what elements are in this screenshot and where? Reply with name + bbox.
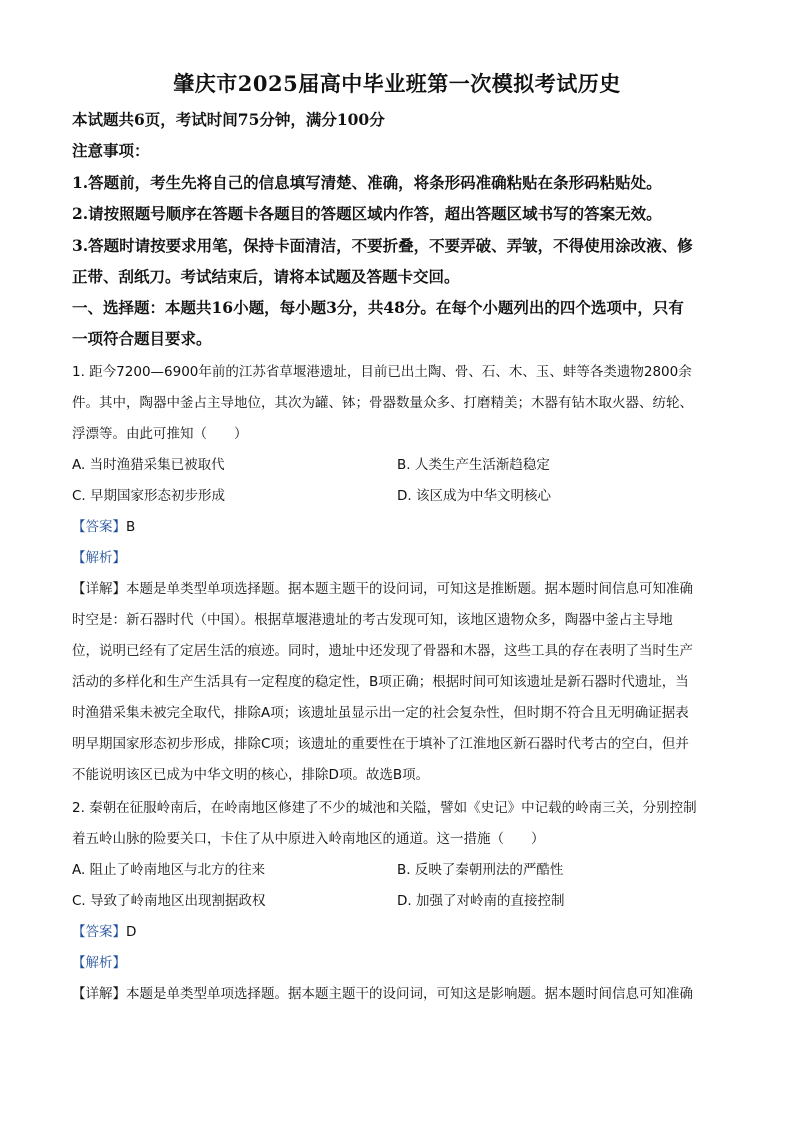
q1-option-d: D. 该区成为中华文明核心 bbox=[397, 488, 551, 504]
q1-detail-line: 不能说明该区已成为中华文明的核心，排除D项。故选B项。 bbox=[72, 767, 430, 783]
q2-stem-line: 2. 秦朝在征服岭南后，在岭南地区修建了不少的城池和关隘，譬如《史记》中记载的岭南三关，分别控制 bbox=[72, 800, 697, 816]
q1-option-b: B. 人类生产生活渐趋稳定 bbox=[397, 457, 550, 473]
q1-detail-line: 活动的多样化和生产生活具有一定程度的稳定性，B项正确；根据时间可知该遗址是新石器时代遗址，当 bbox=[72, 674, 689, 690]
q2-detail-line: 【详解】本题是单类型单项选择题。据本题主题干的设问词，可知这是影响题。据本题时间信息可知准确 bbox=[72, 986, 693, 1002]
q2-stem-line: 着五岭山脉的险要关口，卡住了从中原进入岭南地区的通道。这一措施（ ） bbox=[72, 831, 545, 847]
notice-1: 1.答题前，考生先将自己的信息填写清楚、准确，将条形码准确粘贴在条形码粘贴处。 bbox=[72, 173, 662, 192]
answer-tag: 【答案】 bbox=[72, 519, 126, 535]
exam-meta: 本试题共6页，考试时间75分钟，满分100分 bbox=[72, 110, 385, 129]
q2-answer bbox=[72, 920, 732, 940]
q1-answer bbox=[72, 515, 732, 535]
notice-3: 3.答题时请按要求用笔，保持卡面清洁，不要折叠，不要弄破、弄皱，不得使用涂改液、修 bbox=[72, 236, 693, 255]
notice-3-cont: 正带、刮纸刀。考试结束后，请将本试题及答题卡交回。 bbox=[72, 267, 460, 286]
notice-2: 2.请按照题号顺序在答题卡各题目的答题区域内作答，超出答题区域书写的答案无效。 bbox=[72, 204, 662, 223]
answer-value: D bbox=[126, 924, 137, 940]
q1-detail-line: 明早期国家形态初步形成，排除C项；该遗址的重要性在于填补了江淮地区新石器时代考古的空白，但并 bbox=[72, 736, 689, 752]
q1-option-c: C. 早期国家形态初步形成 bbox=[72, 488, 226, 504]
q2-option-c: C. 导致了岭南地区出现割据政权 bbox=[72, 893, 266, 909]
q1-option-a: A. 当时渔猎采集已被取代 bbox=[72, 457, 225, 473]
notice-heading: 注意事项： bbox=[72, 141, 150, 160]
answer-tag: 【答案】 bbox=[72, 924, 126, 940]
section-heading-cont: 一项符合题目要求。 bbox=[72, 329, 212, 348]
q1-stem-line: 1. 距今7200—6900年前的江苏省草堰港遗址，目前已出土陶、骨、石、木、玉、蚌等各类遗物2800余 bbox=[72, 364, 692, 380]
q2-analysis-tag: 【解析】 bbox=[72, 955, 126, 971]
q1-detail-line: 时渔猎采集未被完全取代，排除A项；该遗址虽显示出一定的社会复杂性，但时期不符合且无明确证据表 bbox=[72, 705, 689, 721]
section-heading: 一、选择题：本题共16小题，每小题3分，共48分。在每个小题列出的四个选项中，只有 bbox=[72, 298, 684, 317]
q2-option-a: A. 阻止了岭南地区与北方的往来 bbox=[72, 862, 266, 878]
page-title: 肇庆市2025届高中毕业班第一次模拟考试历史 bbox=[173, 71, 621, 96]
q2-option-b: B. 反映了秦朝刑法的严酷性 bbox=[397, 862, 564, 878]
q1-detail-line: 时空是：新石器时代（中国）。根据草堰港遗址的考古发现可知，该地区遗物众多，陶器中釜占主导地 bbox=[72, 612, 673, 628]
answer-value: B bbox=[126, 519, 136, 535]
q1-stem-line: 浮漂等。由此可推知（ ） bbox=[72, 426, 248, 442]
q1-detail-line: 【详解】本题是单类型单项选择题。据本题主题干的设问词，可知这是推断题。据本题时间信息可知准确 bbox=[72, 581, 693, 597]
q2-option-d: D. 加强了对岭南的直接控制 bbox=[397, 893, 565, 909]
q1-analysis-tag: 【解析】 bbox=[72, 550, 126, 566]
q1-detail-line: 位，说明已经有了定居生活的痕迹。同时，遗址中还发现了骨器和木器，这些工具的存在表明了当时生产 bbox=[72, 643, 693, 659]
q1-stem-line: 件。其中，陶器中釜占主导地位，其次为罐、钵；骨器数量众多、打磨精美；木器有钻木取火器、纺轮、 bbox=[72, 395, 693, 411]
